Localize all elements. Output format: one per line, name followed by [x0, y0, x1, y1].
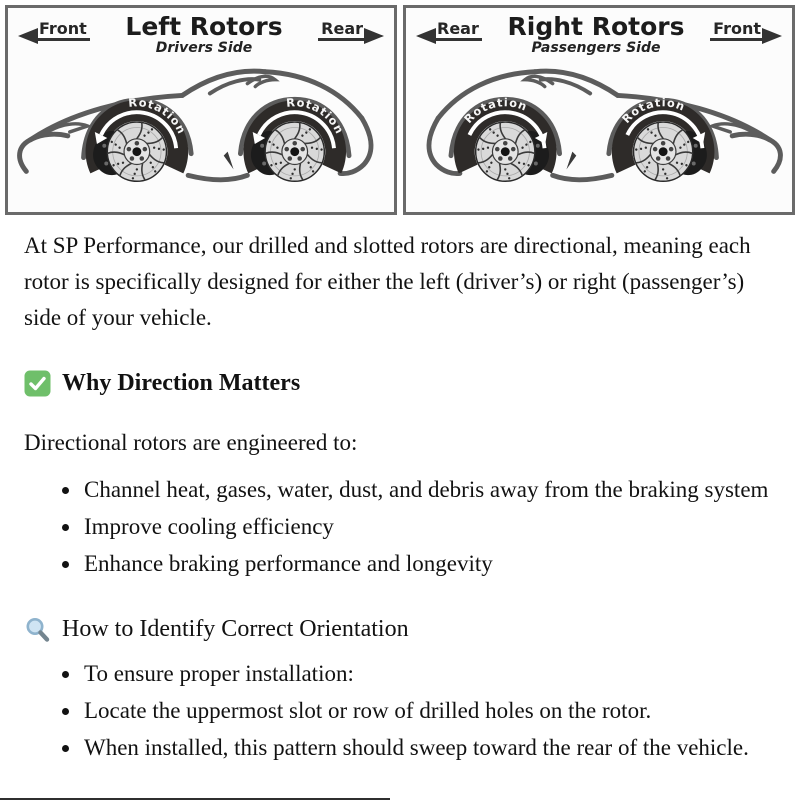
benefits-list	[24, 472, 770, 582]
list-item: • Locate the uppermost slot or row of drilled holes on the rotor.	[82, 693, 770, 729]
list-item: • Channel heat, gases, water, dust, and debris away from the braking system	[82, 472, 770, 508]
svg-text:Rotation: Rotation	[127, 95, 190, 137]
car-illustration-left	[8, 53, 394, 201]
front-direction-label	[710, 20, 782, 41]
direction-label-text: Rear	[434, 20, 482, 41]
magnifying-glass-icon	[24, 616, 51, 643]
panel-title: Right Rotors	[507, 12, 685, 41]
panel-subtitle: Drivers Side	[155, 40, 253, 56]
rotor-direction-figure	[0, 0, 800, 215]
right-rotors-panel	[403, 5, 795, 215]
left-rotors-panel	[5, 5, 397, 215]
arrow-left-icon	[416, 28, 436, 44]
direction-label-text: Rear	[318, 20, 366, 41]
left-panel-header	[8, 8, 394, 56]
arrow-right-icon	[762, 28, 782, 44]
arrow-left-icon	[18, 28, 38, 44]
heading-text: Why Direction Matters	[62, 370, 301, 396]
front-direction-label	[18, 20, 90, 41]
arrow-right-icon	[364, 28, 384, 44]
rear-direction-label	[416, 20, 482, 41]
list-item: • To ensure proper installation:	[82, 656, 770, 692]
list-item: • Enhance braking performance and longevity	[82, 546, 770, 582]
heading-text: How to Identify Correct Orientation	[62, 616, 409, 642]
direction-label-text: Front	[710, 20, 764, 41]
right-panel-title-block	[482, 14, 710, 56]
why-direction-matters-heading	[24, 367, 770, 399]
engineered-to-lead: Directional rotors are engineered to:	[24, 430, 358, 455]
intro-paragraph: At SP Performance, our drilled and slotted rotors are directional, meaning each rotor is specifically designed for either the left (driver’s) or right (passenger’s) side of your vehicle.	[24, 233, 751, 330]
left-panel-title-block	[90, 14, 318, 56]
svg-text:Rotation: Rotation	[619, 95, 688, 126]
direction-label-text: Front	[36, 20, 90, 41]
panel-title: Left Rotors	[125, 12, 283, 41]
list-item: • Improve cooling efficiency	[82, 509, 770, 545]
rear-direction-label	[318, 20, 384, 41]
check-mark-icon	[24, 370, 51, 397]
article-body	[0, 215, 800, 766]
svg-text:Rotation: Rotation	[285, 95, 348, 137]
svg-text:Rotation: Rotation	[461, 95, 530, 126]
identify-orientation-heading	[24, 613, 770, 645]
orientation-steps-list	[24, 656, 770, 766]
right-panel-header	[406, 8, 792, 56]
car-illustration-right	[406, 53, 792, 201]
panel-subtitle: Passengers Side	[531, 40, 661, 56]
list-item: • When installed, this pattern should sweep toward the rear of the vehicle.	[82, 730, 770, 766]
